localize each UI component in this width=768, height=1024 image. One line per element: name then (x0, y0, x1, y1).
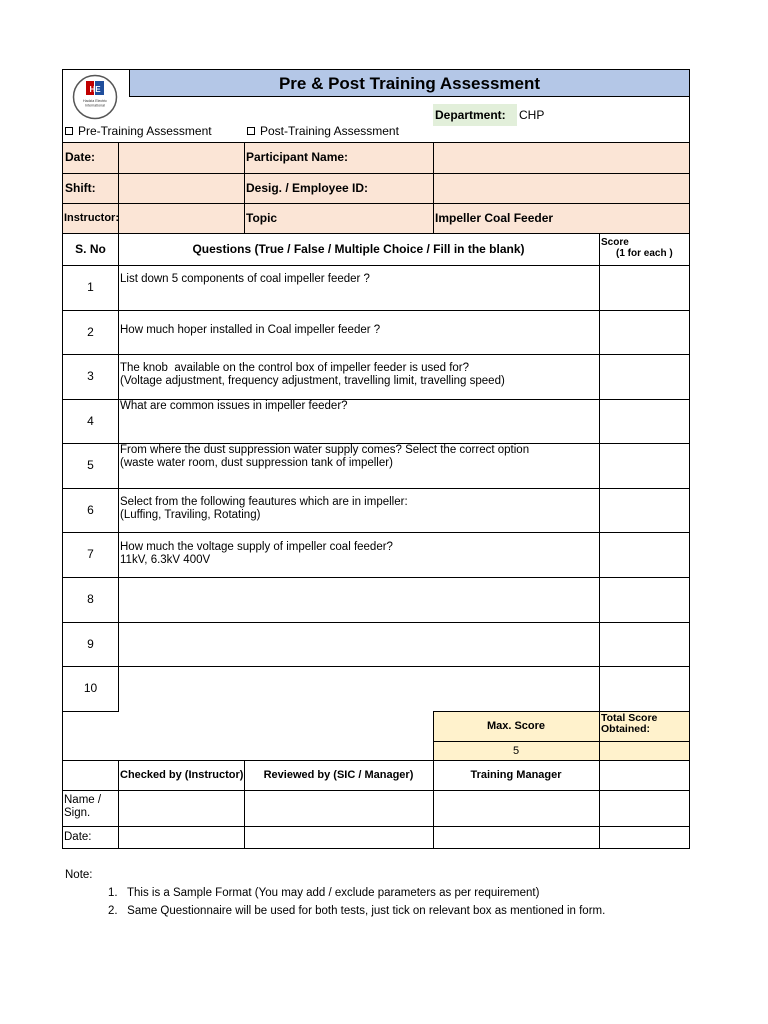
score-cell[interactable] (600, 533, 689, 577)
row-number: 5 (87, 458, 94, 472)
total-score-field[interactable] (600, 742, 689, 760)
sno-header: S. No (75, 242, 106, 256)
row-number: 6 (87, 503, 94, 517)
row-number: 9 (87, 637, 94, 651)
name-sign-label: Name / (64, 794, 102, 806)
date-field[interactable] (119, 143, 244, 173)
checked-by-header: Checked by (Instructor) (120, 769, 244, 781)
desig-employee-id-field[interactable] (434, 174, 689, 203)
score-cell[interactable] (600, 311, 689, 354)
company-logo (72, 74, 118, 120)
instructor-field[interactable] (119, 204, 244, 233)
topic-label: Topic (246, 211, 278, 225)
post-training-label: Post-Training Assessment (260, 124, 399, 138)
question-text: List down 5 components of coal impeller feeder ? (120, 273, 370, 285)
training-manager-header: Training Manager (470, 769, 562, 781)
score-cell[interactable] (600, 623, 689, 666)
row-number: 8 (87, 592, 94, 606)
question-text: Select from the following feautures which are in impeller: (Luffing, Traviling, Rotating) (120, 496, 408, 521)
row-number: 2 (87, 325, 94, 339)
participant-name-field[interactable] (434, 143, 689, 173)
question-text: The knob available on the control box of impeller feeder is used for? (Voltage adjustment, frequency adjustment, travelling limit, travelling speed) (120, 362, 505, 387)
signoff-date-label: Date: (64, 831, 92, 843)
participant-name-label: Participant Name: (246, 150, 349, 164)
score-cell[interactable] (600, 400, 689, 443)
shift-field[interactable] (119, 174, 244, 203)
note-item-2: 2. Same Questionnaire will be used for both tests, just tick on relevant box as mentioned in form. (108, 905, 606, 917)
note-item-1: 1. This is a Sample Format (You may add / exclude parameters as per requirement) (108, 887, 540, 899)
question-text: How much hoper installed in Coal impeller feeder ? (120, 324, 381, 336)
form-title: Pre & Post Training Assessment (278, 74, 541, 93)
max-score-value: 5 (512, 745, 520, 757)
questions-header: Questions (True / False / Multiple Choice / Fill in the blank) (192, 242, 525, 256)
training-manager-date-field[interactable] (434, 827, 599, 848)
svg-text:International: International (85, 103, 105, 108)
department-value: CHP (519, 108, 545, 122)
score-header-note: (1 for each ) (616, 248, 673, 259)
desig-employee-id-label: Desig. / Employee ID: (246, 181, 369, 195)
manager-sign-field[interactable] (245, 791, 433, 826)
question-text: How much the voltage supply of impeller coal feeder? 11kV, 6.3kV 400V (120, 541, 393, 566)
name-sign-label-2: Sign. (64, 807, 91, 819)
score-cell[interactable] (600, 667, 689, 711)
total-score-label-obtained: Obtained: (601, 723, 650, 735)
pre-training-label: Pre-Training Assessment (78, 124, 212, 138)
instructor-date-field[interactable] (119, 827, 244, 848)
note-label: Note: (65, 869, 93, 881)
topic-value: Impeller Coal Feeder (435, 211, 554, 225)
row-number: 3 (87, 369, 94, 383)
manager-date-field[interactable] (245, 827, 433, 848)
total-score-label: Total Score (601, 712, 658, 724)
shift-label: Shift: (65, 181, 96, 195)
score-cell[interactable] (600, 444, 689, 488)
row-number: 10 (83, 681, 98, 695)
post-training-checkbox[interactable] (247, 127, 255, 135)
training-manager-sign-field[interactable] (434, 791, 599, 826)
question-text: From where the dust suppression water supply comes? Select the correct option (waste water room, dust suppression tank of impeller) (120, 444, 530, 469)
row-number: 7 (87, 547, 94, 561)
score-cell[interactable] (600, 578, 689, 622)
department-label: Department: (435, 108, 506, 122)
date-label: Date: (65, 150, 96, 164)
score-cell[interactable] (600, 355, 689, 399)
row-number: 1 (87, 280, 94, 294)
score-header: Score (601, 237, 629, 248)
score-cell[interactable] (600, 489, 689, 532)
question-text: What are common issues in impeller feeder? (120, 400, 348, 412)
max-score-label: Max. Score (486, 720, 546, 732)
svg-text:Hadzia Electric: Hadzia Electric (83, 99, 107, 103)
score-cell[interactable] (600, 266, 689, 310)
pre-training-checkbox[interactable] (65, 127, 73, 135)
svg-text:HE: HE (89, 85, 101, 94)
instructor-sign-field[interactable] (119, 791, 244, 826)
instructor-label: Instructor: (64, 212, 119, 224)
row-number: 4 (87, 414, 94, 428)
reviewed-by-header: Reviewed by (SIC / Manager) (263, 769, 414, 781)
